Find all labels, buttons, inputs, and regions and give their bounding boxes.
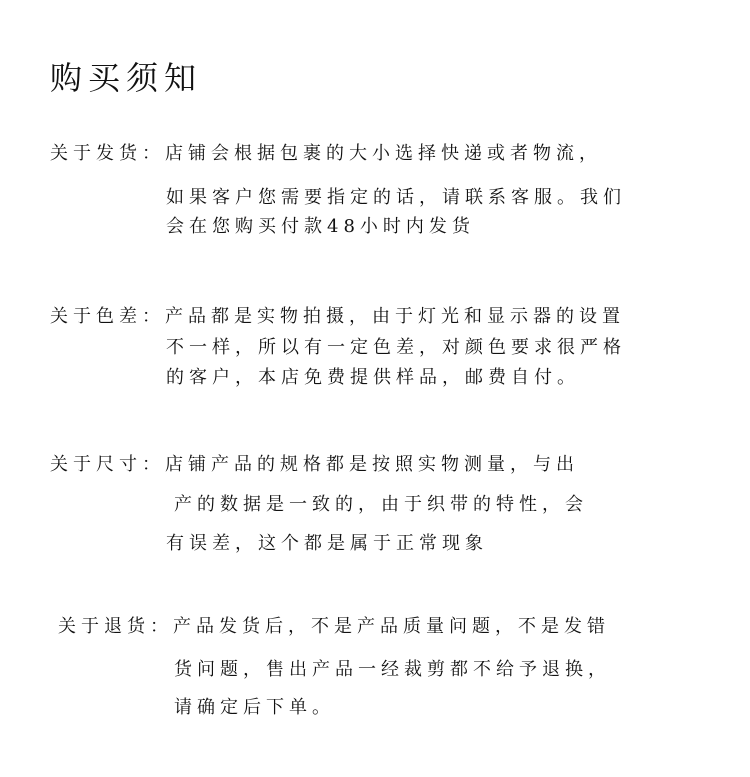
shipping-line-3: 会在您购买付款48小时内发货 xyxy=(166,216,475,237)
shipping-line-1: 关于发货：店铺会根据包裹的大小选择快递或者物流， xyxy=(50,143,602,164)
color-line-2: 不一样，所以有一定色差，对颜色要求很严格 xyxy=(166,337,626,358)
color-line-1: 关于色差：产品都是实物拍摄，由于灯光和显示器的设置 xyxy=(50,306,625,327)
size-line-1: 关于尺寸：店铺产品的规格都是按照实物测量，与出 xyxy=(50,454,579,475)
color-line-3: 的客户，本店免费提供样品，邮费自付。 xyxy=(166,367,580,388)
returns-line-1: 关于退货：产品发货后，不是产品质量问题，不是发错 xyxy=(58,616,610,637)
returns-line-2: 货问题，售出产品一经裁剪都不给予退换， xyxy=(174,659,611,680)
page-title: 购买须知 xyxy=(50,59,203,97)
size-line-2: 产的数据是一致的，由于织带的特性，会 xyxy=(174,494,588,515)
returns-line-3: 请确定后下单。 xyxy=(174,697,335,718)
shipping-line-2: 如果客户您需要指定的话，请联系客服。我们 xyxy=(166,187,626,208)
size-line-3: 有误差，这个都是属于正常现象 xyxy=(166,533,488,554)
